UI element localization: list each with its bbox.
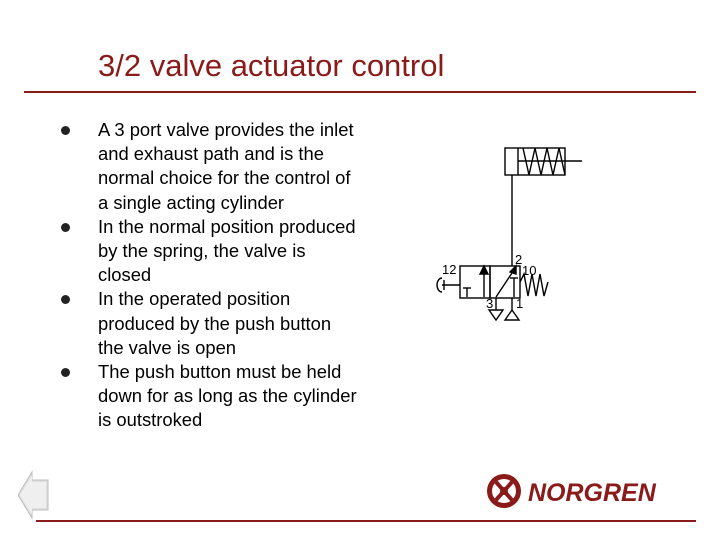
bullet-item — [58, 118, 358, 215]
bullet-dot-icon — [61, 223, 70, 232]
logo-text: NORGREN — [528, 479, 656, 507]
port-12-label: 12 — [442, 262, 457, 277]
port-3-label: 3 — [486, 296, 494, 311]
bullet-item — [58, 360, 358, 433]
slide-title: 3/2 valve actuator control — [98, 48, 445, 83]
bullet-dot-icon — [61, 368, 70, 377]
norgren-emblem-icon — [487, 474, 521, 508]
single-acting-cylinder — [505, 148, 582, 175]
bullet-dot-icon — [61, 126, 70, 135]
bullet-item — [58, 215, 358, 288]
bullet-text: The push button must be held down for as long as the cylinder is outstroked — [98, 361, 357, 431]
back-arrow-icon[interactable] — [18, 470, 50, 520]
footer-divider — [36, 520, 696, 522]
port-10-label: 10 — [522, 263, 537, 278]
port-1-label: 1 — [516, 296, 524, 311]
title-divider — [24, 91, 696, 93]
norgren-logo — [484, 470, 699, 514]
bullet-item — [58, 287, 358, 360]
bullet-list — [58, 118, 358, 433]
bullet-dot-icon — [61, 295, 70, 304]
bullet-text: In the operated position produced by the push button the valve is open — [98, 288, 332, 358]
pneumatic-circuit-diagram — [420, 130, 590, 330]
port-2-label: 2 — [515, 252, 523, 267]
bullet-text: In the normal position produced by the spring, the valve is closed — [98, 215, 356, 286]
bullet-text: A 3 port valve provides the inlet and exhaust path and is the normal choice for the control of a single acting cylinder — [98, 119, 354, 213]
